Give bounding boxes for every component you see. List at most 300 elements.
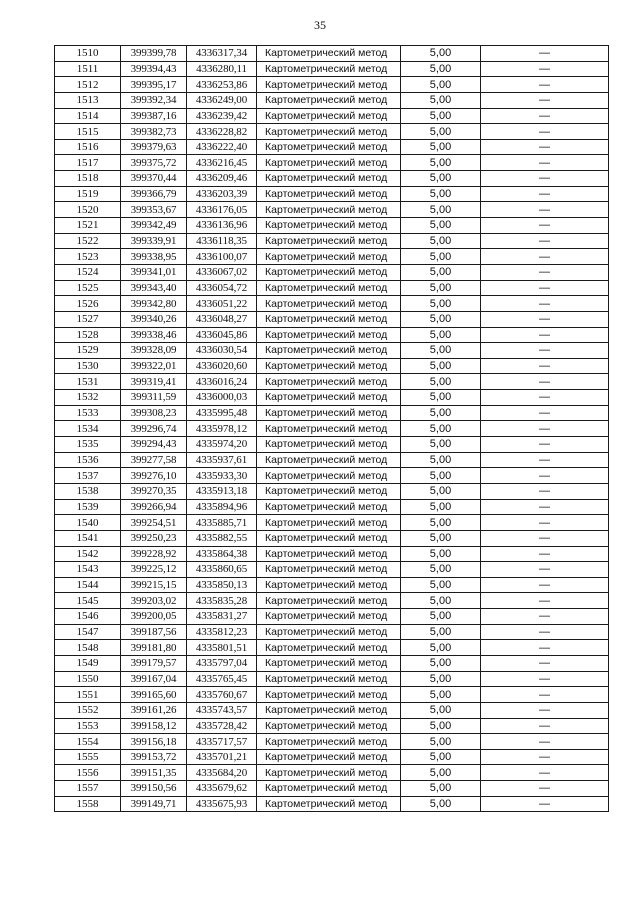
point-number-cell: 1524	[55, 264, 121, 280]
x-coordinate-cell: 399158,12	[121, 718, 187, 734]
table-row	[55, 421, 609, 437]
description-cell: —	[481, 734, 609, 750]
table-row	[55, 655, 609, 671]
table-row	[55, 499, 609, 515]
table-row	[55, 155, 609, 171]
point-number-cell: 1513	[55, 92, 121, 108]
point-number-cell: 1522	[55, 233, 121, 249]
y-coordinate-cell: 4335765,45	[187, 671, 257, 687]
y-coordinate-cell: 4335684,20	[187, 765, 257, 781]
accuracy-cell: 5,00	[401, 390, 481, 406]
x-coordinate-cell: 399370,44	[121, 171, 187, 187]
accuracy-cell: 5,00	[401, 343, 481, 359]
x-coordinate-cell: 399254,51	[121, 515, 187, 531]
table-row	[55, 327, 609, 343]
point-number-cell: 1541	[55, 530, 121, 546]
method-cell: Картометрический метод	[257, 374, 401, 390]
x-coordinate-cell: 399167,04	[121, 671, 187, 687]
description-cell: —	[481, 155, 609, 171]
x-coordinate-cell: 399339,91	[121, 233, 187, 249]
point-number-cell: 1550	[55, 671, 121, 687]
description-cell: —	[481, 765, 609, 781]
method-cell: Картометрический метод	[257, 530, 401, 546]
y-coordinate-cell: 4336280,11	[187, 61, 257, 77]
point-number-cell: 1511	[55, 61, 121, 77]
description-cell: —	[481, 530, 609, 546]
x-coordinate-cell: 399379,63	[121, 139, 187, 155]
description-cell: —	[481, 92, 609, 108]
table-row	[55, 296, 609, 312]
accuracy-cell: 5,00	[401, 46, 481, 62]
page-number: 35	[314, 18, 326, 32]
y-coordinate-cell: 4335860,65	[187, 562, 257, 578]
table-row	[55, 671, 609, 687]
method-cell: Картометрический метод	[257, 155, 401, 171]
table-row	[55, 624, 609, 640]
accuracy-cell: 5,00	[401, 296, 481, 312]
method-cell: Картометрический метод	[257, 124, 401, 140]
x-coordinate-cell: 399382,73	[121, 124, 187, 140]
method-cell: Картометрический метод	[257, 593, 401, 609]
y-coordinate-cell: 4335835,28	[187, 593, 257, 609]
method-cell: Картометрический метод	[257, 577, 401, 593]
y-coordinate-cell: 4335675,93	[187, 796, 257, 812]
method-cell: Картометрический метод	[257, 655, 401, 671]
y-coordinate-cell: 4336136,96	[187, 218, 257, 234]
method-cell: Картометрический метод	[257, 77, 401, 93]
method-cell: Картометрический метод	[257, 296, 401, 312]
point-number-cell: 1530	[55, 358, 121, 374]
table-row	[55, 437, 609, 453]
y-coordinate-cell: 4336020,60	[187, 358, 257, 374]
point-number-cell: 1543	[55, 562, 121, 578]
method-cell: Картометрический метод	[257, 280, 401, 296]
x-coordinate-cell: 399149,71	[121, 796, 187, 812]
y-coordinate-cell: 4336100,07	[187, 249, 257, 265]
accuracy-cell: 5,00	[401, 327, 481, 343]
table-row	[55, 139, 609, 155]
method-cell: Картометрический метод	[257, 186, 401, 202]
accuracy-cell: 5,00	[401, 546, 481, 562]
x-coordinate-cell: 399250,23	[121, 530, 187, 546]
accuracy-cell: 5,00	[401, 718, 481, 734]
method-cell: Картометрический метод	[257, 343, 401, 359]
method-cell: Картометрический метод	[257, 311, 401, 327]
x-coordinate-cell: 399228,92	[121, 546, 187, 562]
description-cell: —	[481, 609, 609, 625]
y-coordinate-cell: 4336045,86	[187, 327, 257, 343]
x-coordinate-cell: 399392,34	[121, 92, 187, 108]
x-coordinate-cell: 399179,57	[121, 655, 187, 671]
x-coordinate-cell: 399266,94	[121, 499, 187, 515]
description-cell: —	[481, 249, 609, 265]
accuracy-cell: 5,00	[401, 655, 481, 671]
method-cell: Картометрический метод	[257, 139, 401, 155]
table-row	[55, 515, 609, 531]
table-row	[55, 264, 609, 280]
description-cell: —	[481, 139, 609, 155]
point-number-cell: 1533	[55, 405, 121, 421]
table-row	[55, 186, 609, 202]
accuracy-cell: 5,00	[401, 139, 481, 155]
coordinates-table-body	[55, 46, 609, 812]
point-number-cell: 1553	[55, 718, 121, 734]
description-cell: —	[481, 218, 609, 234]
description-cell: —	[481, 483, 609, 499]
y-coordinate-cell: 4336253,86	[187, 77, 257, 93]
accuracy-cell: 5,00	[401, 452, 481, 468]
point-number-cell: 1514	[55, 108, 121, 124]
method-cell: Картометрический метод	[257, 515, 401, 531]
y-coordinate-cell: 4336203,39	[187, 186, 257, 202]
method-cell: Картометрический метод	[257, 421, 401, 437]
table-row	[55, 390, 609, 406]
accuracy-cell: 5,00	[401, 749, 481, 765]
table-row	[55, 358, 609, 374]
description-cell: —	[481, 468, 609, 484]
accuracy-cell: 5,00	[401, 530, 481, 546]
x-coordinate-cell: 399342,80	[121, 296, 187, 312]
description-cell: —	[481, 280, 609, 296]
point-number-cell: 1539	[55, 499, 121, 515]
point-number-cell: 1534	[55, 421, 121, 437]
table-row	[55, 108, 609, 124]
table-row	[55, 202, 609, 218]
y-coordinate-cell: 4335812,23	[187, 624, 257, 640]
method-cell: Картометрический метод	[257, 46, 401, 62]
table-row	[55, 61, 609, 77]
y-coordinate-cell: 4336054,72	[187, 280, 257, 296]
y-coordinate-cell: 4335701,21	[187, 749, 257, 765]
table-row	[55, 781, 609, 797]
point-number-cell: 1536	[55, 452, 121, 468]
point-number-cell: 1515	[55, 124, 121, 140]
y-coordinate-cell: 4335728,42	[187, 718, 257, 734]
y-coordinate-cell: 4335760,67	[187, 687, 257, 703]
table-row	[55, 468, 609, 484]
table-row	[55, 796, 609, 812]
table-row	[55, 405, 609, 421]
x-coordinate-cell: 399187,56	[121, 624, 187, 640]
table-row	[55, 593, 609, 609]
point-number-cell: 1529	[55, 343, 121, 359]
x-coordinate-cell: 399165,60	[121, 687, 187, 703]
point-number-cell: 1547	[55, 624, 121, 640]
description-cell: —	[481, 77, 609, 93]
point-number-cell: 1545	[55, 593, 121, 609]
description-cell: —	[481, 718, 609, 734]
point-number-cell: 1544	[55, 577, 121, 593]
accuracy-cell: 5,00	[401, 311, 481, 327]
y-coordinate-cell: 4335894,96	[187, 499, 257, 515]
y-coordinate-cell: 4336222,40	[187, 139, 257, 155]
x-coordinate-cell: 399399,78	[121, 46, 187, 62]
table-row	[55, 46, 609, 62]
accuracy-cell: 5,00	[401, 405, 481, 421]
accuracy-cell: 5,00	[401, 171, 481, 187]
accuracy-cell: 5,00	[401, 421, 481, 437]
point-number-cell: 1552	[55, 702, 121, 718]
x-coordinate-cell: 399353,67	[121, 202, 187, 218]
description-cell: —	[481, 452, 609, 468]
point-number-cell: 1510	[55, 46, 121, 62]
description-cell: —	[481, 61, 609, 77]
description-cell: —	[481, 655, 609, 671]
table-row	[55, 374, 609, 390]
description-cell: —	[481, 202, 609, 218]
point-number-cell: 1548	[55, 640, 121, 656]
accuracy-cell: 5,00	[401, 124, 481, 140]
description-cell: —	[481, 405, 609, 421]
x-coordinate-cell: 399156,18	[121, 734, 187, 750]
y-coordinate-cell: 4335882,55	[187, 530, 257, 546]
point-number-cell: 1542	[55, 546, 121, 562]
table-row	[55, 609, 609, 625]
method-cell: Картометрический метод	[257, 640, 401, 656]
y-coordinate-cell: 4335679,62	[187, 781, 257, 797]
point-number-cell: 1527	[55, 311, 121, 327]
method-cell: Картометрический метод	[257, 765, 401, 781]
description-cell: —	[481, 374, 609, 390]
accuracy-cell: 5,00	[401, 358, 481, 374]
coordinates-table	[54, 45, 609, 812]
x-coordinate-cell: 399340,26	[121, 311, 187, 327]
x-coordinate-cell: 399296,74	[121, 421, 187, 437]
accuracy-cell: 5,00	[401, 437, 481, 453]
accuracy-cell: 5,00	[401, 264, 481, 280]
description-cell: —	[481, 421, 609, 437]
point-number-cell: 1532	[55, 390, 121, 406]
x-coordinate-cell: 399270,35	[121, 483, 187, 499]
description-cell: —	[481, 124, 609, 140]
x-coordinate-cell: 399225,12	[121, 562, 187, 578]
method-cell: Картометрический метод	[257, 405, 401, 421]
accuracy-cell: 5,00	[401, 61, 481, 77]
method-cell: Картометрический метод	[257, 218, 401, 234]
y-coordinate-cell: 4336118,35	[187, 233, 257, 249]
method-cell: Картометрический метод	[257, 327, 401, 343]
y-coordinate-cell: 4336051,22	[187, 296, 257, 312]
description-cell: —	[481, 186, 609, 202]
description-cell: —	[481, 108, 609, 124]
accuracy-cell: 5,00	[401, 499, 481, 515]
method-cell: Картометрический метод	[257, 390, 401, 406]
x-coordinate-cell: 399338,46	[121, 327, 187, 343]
point-number-cell: 1537	[55, 468, 121, 484]
method-cell: Картометрический метод	[257, 468, 401, 484]
point-number-cell: 1519	[55, 186, 121, 202]
method-cell: Картометрический метод	[257, 734, 401, 750]
accuracy-cell: 5,00	[401, 483, 481, 499]
accuracy-cell: 5,00	[401, 671, 481, 687]
method-cell: Картометрический метод	[257, 202, 401, 218]
accuracy-cell: 5,00	[401, 609, 481, 625]
table-row	[55, 640, 609, 656]
method-cell: Картометрический метод	[257, 452, 401, 468]
method-cell: Картометрический метод	[257, 483, 401, 499]
y-coordinate-cell: 4335831,27	[187, 609, 257, 625]
x-coordinate-cell: 399200,05	[121, 609, 187, 625]
table-row	[55, 530, 609, 546]
point-number-cell: 1555	[55, 749, 121, 765]
table-row	[55, 171, 609, 187]
method-cell: Картометрический метод	[257, 671, 401, 687]
point-number-cell: 1551	[55, 687, 121, 703]
method-cell: Картометрический метод	[257, 624, 401, 640]
y-coordinate-cell: 4335801,51	[187, 640, 257, 656]
point-number-cell: 1520	[55, 202, 121, 218]
y-coordinate-cell: 4335995,48	[187, 405, 257, 421]
accuracy-cell: 5,00	[401, 218, 481, 234]
accuracy-cell: 5,00	[401, 515, 481, 531]
point-number-cell: 1540	[55, 515, 121, 531]
accuracy-cell: 5,00	[401, 374, 481, 390]
y-coordinate-cell: 4336317,34	[187, 46, 257, 62]
table-row	[55, 311, 609, 327]
x-coordinate-cell: 399394,43	[121, 61, 187, 77]
table-row	[55, 687, 609, 703]
description-cell: —	[481, 624, 609, 640]
x-coordinate-cell: 399308,23	[121, 405, 187, 421]
method-cell: Картометрический метод	[257, 609, 401, 625]
table-row	[55, 218, 609, 234]
method-cell: Картометрический метод	[257, 249, 401, 265]
accuracy-cell: 5,00	[401, 186, 481, 202]
description-cell: —	[481, 687, 609, 703]
point-number-cell: 1521	[55, 218, 121, 234]
y-coordinate-cell: 4335937,61	[187, 452, 257, 468]
description-cell: —	[481, 781, 609, 797]
x-coordinate-cell: 399387,16	[121, 108, 187, 124]
y-coordinate-cell: 4335864,38	[187, 546, 257, 562]
x-coordinate-cell: 399343,40	[121, 280, 187, 296]
table-row	[55, 734, 609, 750]
y-coordinate-cell: 4335974,20	[187, 437, 257, 453]
point-number-cell: 1528	[55, 327, 121, 343]
description-cell: —	[481, 796, 609, 812]
point-number-cell: 1558	[55, 796, 121, 812]
method-cell: Картометрический метод	[257, 562, 401, 578]
y-coordinate-cell: 4336228,82	[187, 124, 257, 140]
y-coordinate-cell: 4336000,03	[187, 390, 257, 406]
method-cell: Картометрический метод	[257, 749, 401, 765]
accuracy-cell: 5,00	[401, 468, 481, 484]
x-coordinate-cell: 399341,01	[121, 264, 187, 280]
accuracy-cell: 5,00	[401, 796, 481, 812]
accuracy-cell: 5,00	[401, 687, 481, 703]
point-number-cell: 1518	[55, 171, 121, 187]
x-coordinate-cell: 399319,41	[121, 374, 187, 390]
description-cell: —	[481, 577, 609, 593]
description-cell: —	[481, 46, 609, 62]
method-cell: Картометрический метод	[257, 92, 401, 108]
description-cell: —	[481, 546, 609, 562]
point-number-cell: 1516	[55, 139, 121, 155]
table-row	[55, 249, 609, 265]
point-number-cell: 1549	[55, 655, 121, 671]
point-number-cell: 1512	[55, 77, 121, 93]
description-cell: —	[481, 499, 609, 515]
table-row	[55, 765, 609, 781]
x-coordinate-cell: 399161,26	[121, 702, 187, 718]
accuracy-cell: 5,00	[401, 155, 481, 171]
y-coordinate-cell: 4336048,27	[187, 311, 257, 327]
x-coordinate-cell: 399338,95	[121, 249, 187, 265]
point-number-cell: 1531	[55, 374, 121, 390]
method-cell: Картометрический метод	[257, 546, 401, 562]
accuracy-cell: 5,00	[401, 702, 481, 718]
accuracy-cell: 5,00	[401, 577, 481, 593]
method-cell: Картометрический метод	[257, 781, 401, 797]
method-cell: Картометрический метод	[257, 702, 401, 718]
table-row	[55, 77, 609, 93]
y-coordinate-cell: 4336067,02	[187, 264, 257, 280]
description-cell: —	[481, 437, 609, 453]
table-row	[55, 562, 609, 578]
point-number-cell: 1517	[55, 155, 121, 171]
point-number-cell: 1523	[55, 249, 121, 265]
x-coordinate-cell: 399342,49	[121, 218, 187, 234]
description-cell: —	[481, 327, 609, 343]
x-coordinate-cell: 399395,17	[121, 77, 187, 93]
table-row	[55, 343, 609, 359]
method-cell: Картометрический метод	[257, 687, 401, 703]
method-cell: Картометрический метод	[257, 61, 401, 77]
table-row	[55, 280, 609, 296]
description-cell: —	[481, 233, 609, 249]
x-coordinate-cell: 399294,43	[121, 437, 187, 453]
method-cell: Картометрический метод	[257, 796, 401, 812]
description-cell: —	[481, 640, 609, 656]
accuracy-cell: 5,00	[401, 249, 481, 265]
accuracy-cell: 5,00	[401, 765, 481, 781]
accuracy-cell: 5,00	[401, 624, 481, 640]
table-row	[55, 718, 609, 734]
x-coordinate-cell: 399151,35	[121, 765, 187, 781]
method-cell: Картометрический метод	[257, 233, 401, 249]
method-cell: Картометрический метод	[257, 264, 401, 280]
y-coordinate-cell: 4336209,46	[187, 171, 257, 187]
y-coordinate-cell: 4335885,71	[187, 515, 257, 531]
method-cell: Картометрический метод	[257, 499, 401, 515]
y-coordinate-cell: 4336030,54	[187, 343, 257, 359]
y-coordinate-cell: 4335978,12	[187, 421, 257, 437]
y-coordinate-cell: 4336239,42	[187, 108, 257, 124]
accuracy-cell: 5,00	[401, 280, 481, 296]
x-coordinate-cell: 399375,72	[121, 155, 187, 171]
description-cell: —	[481, 515, 609, 531]
table-row	[55, 483, 609, 499]
accuracy-cell: 5,00	[401, 92, 481, 108]
description-cell: —	[481, 593, 609, 609]
accuracy-cell: 5,00	[401, 640, 481, 656]
table-row	[55, 92, 609, 108]
description-cell: —	[481, 296, 609, 312]
point-number-cell: 1526	[55, 296, 121, 312]
x-coordinate-cell: 399366,79	[121, 186, 187, 202]
description-cell: —	[481, 702, 609, 718]
y-coordinate-cell: 4336176,05	[187, 202, 257, 218]
y-coordinate-cell: 4335850,13	[187, 577, 257, 593]
description-cell: —	[481, 343, 609, 359]
description-cell: —	[481, 358, 609, 374]
accuracy-cell: 5,00	[401, 562, 481, 578]
x-coordinate-cell: 399311,59	[121, 390, 187, 406]
table-row	[55, 702, 609, 718]
accuracy-cell: 5,00	[401, 202, 481, 218]
accuracy-cell: 5,00	[401, 781, 481, 797]
table-row	[55, 749, 609, 765]
